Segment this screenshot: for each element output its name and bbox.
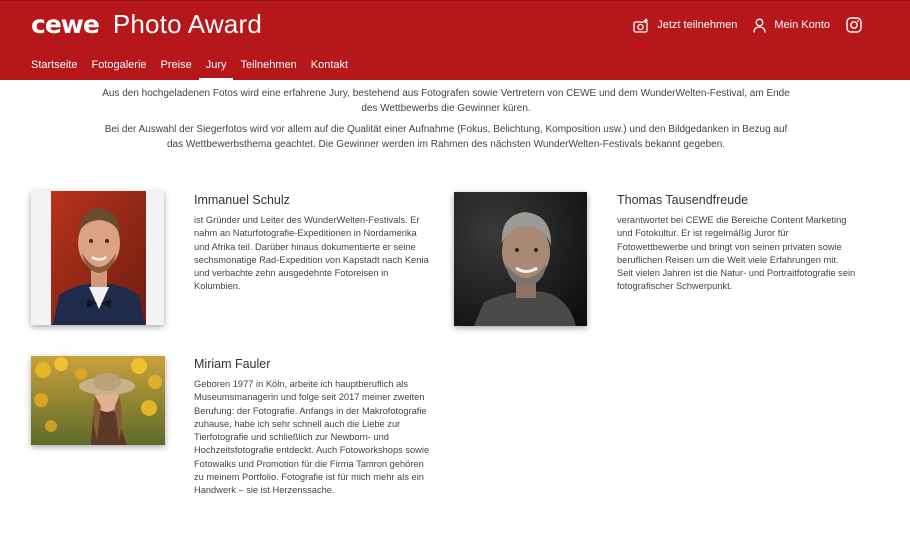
jury-bio-immanuel-schulz: ist Gründer und Leiter des WunderWelten-Festivals. Er nahm an Naturfotografie-Expeditionen in Nordamerika und Afrika teil. Darüber hinaus dokumentierte er seine sechsmonatige Rad-Expedition von Kapstadt nach Kenia und verbachte zehn ausgedehnte Fotoreisen in Kolumbien. (194, 215, 429, 292)
cewe-logo-mark: cewe (31, 10, 99, 39)
nav-fotogalerie[interactable]: Fotogalerie (91, 59, 147, 71)
jury-name-immanuel-schulz: Immanuel Schulz (194, 193, 290, 207)
jury-name-miriam-fauler: Miriam Fauler (194, 357, 271, 371)
intro-paragraph-2: Bei der Auswahl der Siegerfotos wird vor allem auf die Qualität einer Aufnahme (Fokus, Belichtung, Komposition usw.) und den Bildgedanken in Bezug auf das Wettbewerbsthema geachtet. Die Gewinner werden im Rahmen des nächsten WunderWelten-Festivals bekannt gegeben. (104, 124, 788, 150)
nav-kontakt[interactable]: Kontakt (310, 59, 349, 71)
intro-paragraph-1: Aus den hochgeladenen Fotos wird eine erfahrene Jury, bestehend aus Fotografen sowie Vertretern von CEWE und dem WunderWelten-Festival, am Ende des Wettbewerbs die Gewinner küren. (102, 88, 790, 114)
logo-title: Photo Award (112, 9, 262, 39)
instagram-icon (846, 17, 862, 33)
jury-photo-miriam-fauler (31, 356, 165, 445)
instagram-link[interactable] (846, 17, 862, 33)
jury-bio-thomas-tausendfreude: verantwortet bei CEWE die Bereiche Content Marketing und Fotokultur. Er ist regelmäßig Juror für Fotowettbewerbe und bringt von seinen privaten sowie beruflichen Reisen um die Welt viele Erfahrungen mit. Seit vielen Jahren ist die Natur- und Portraitfotografie sein fotografischer Schwerpunkt. (617, 215, 856, 292)
jury-bio-miriam-fauler: Geboren 1977 in Köln, arbeite ich hauptberuflich als Museumsmanagerin und folge seit 2017 meiner zweiten Berufung: der Fotografie. Anfangs in der Makrofotografie zuhause, habe ich sehr schnell auch die Liebe zur Tierfotografie und schließlich zur Newborn- und Hochzeitsfotografie entdeckt. Auch Fotoworkshops sowie Fotowalks und Promotion für die Firma Tamron gehören zu meinem Portfolio. Fotografie ist für mich mehr als ein Handwerk – sie ist Herzenssache. (194, 379, 430, 496)
nav-preise[interactable]: Preise (160, 59, 192, 71)
my-account-link[interactable] (753, 18, 830, 33)
my-account-label: Mein Konto (774, 19, 830, 31)
join-now-label: Jetzt teilnehmen (657, 19, 738, 31)
site-header (0, 0, 910, 80)
nav-jury[interactable]: Jury (199, 59, 234, 81)
jury-name-thomas-tausendfreude: Thomas Tausendfreude (617, 193, 749, 207)
header-actions (617, 17, 862, 33)
user-icon (753, 18, 766, 33)
nav-startseite[interactable]: Startseite (31, 59, 78, 71)
join-now-link[interactable] (633, 18, 737, 33)
jury-intro (100, 86, 792, 158)
site-logo[interactable] (31, 9, 262, 40)
jury-photo-thomas-tausendfreude (454, 192, 587, 326)
add-photo-icon (633, 18, 649, 33)
nav-teilnehmen[interactable]: Teilnehmen (240, 59, 297, 71)
jury-photo-immanuel-schulz (31, 191, 164, 325)
main-nav (31, 59, 362, 81)
